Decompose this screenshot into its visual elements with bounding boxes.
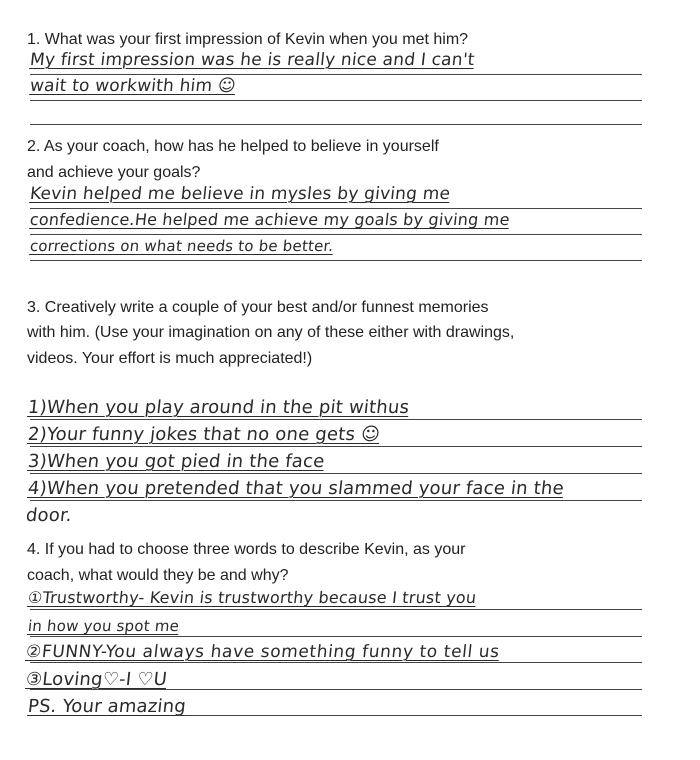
answer-line [30,124,642,125]
answer-4-line-3: ②FUNNY-You always have something funny to tell us [24,642,501,662]
answer-line [30,100,642,101]
question-1-prompt: 1. What was your first impression of Kevin when you met him? [27,31,469,48]
question-4-prompt-line-1: 4. If you had to choose three words to describe Kevin, as your [27,541,466,558]
question-3-prompt-line-3: videos. Your effort is much appreciated!) [27,350,313,367]
answer-line [30,446,642,447]
answer-line [30,234,642,235]
answer-3-line-2: 2)Your funny jokes that no one gets ☺ [26,424,382,445]
question-3-prompt-line-1: 3. Creatively write a couple of your best and/or funnest memories [27,299,489,316]
answer-4-line-5: PS. Your amazing [26,696,188,717]
answer-line [30,74,642,75]
answer-3-line-1: 1)When you play around in the pit withus [26,397,411,418]
answer-4-line-4: ③Loving♡-I ♡U [24,669,169,690]
answer-line [30,500,642,501]
answer-line [30,208,642,209]
answer-2-line-2: confedience.He helped me achieve my goals by giving me [29,210,511,229]
question-2-prompt-line-2: and achieve your goals? [27,164,201,181]
answer-line [30,473,642,474]
question-3-prompt-line-2: with him. (Use your imagination on any of these either with drawings, [27,324,515,341]
answer-4-line-2: in how you spot me [27,617,181,635]
answer-1-line-2: wait to workwith him ☺ [28,76,237,96]
answer-2-line-3: corrections on what needs to be better. [29,237,335,255]
answer-3-line-4: 4)When you pretended that you slammed your face in the [26,478,565,499]
answer-3-line-3: 3)When you got pied in the face [26,451,326,472]
answer-4-line-1: ①Trustworthy- Kevin is trustworthy because I trust you [27,588,478,607]
question-2-prompt-line-1: 2. As your coach, how has he helped to believe in yourself [27,138,439,155]
answer-line [30,260,642,261]
answer-3-line-5: door. [24,505,74,526]
answer-1-line-1: My first impression was he is really nice and I can't [28,50,476,70]
answer-line [30,662,642,663]
answer-2-line-1: Kevin helped me believe in mysles by giving me [28,184,452,204]
answer-line [30,419,642,420]
answer-line [30,609,642,610]
answer-line [30,636,642,637]
question-4-prompt-line-2: coach, what would they be and why? [27,567,289,584]
